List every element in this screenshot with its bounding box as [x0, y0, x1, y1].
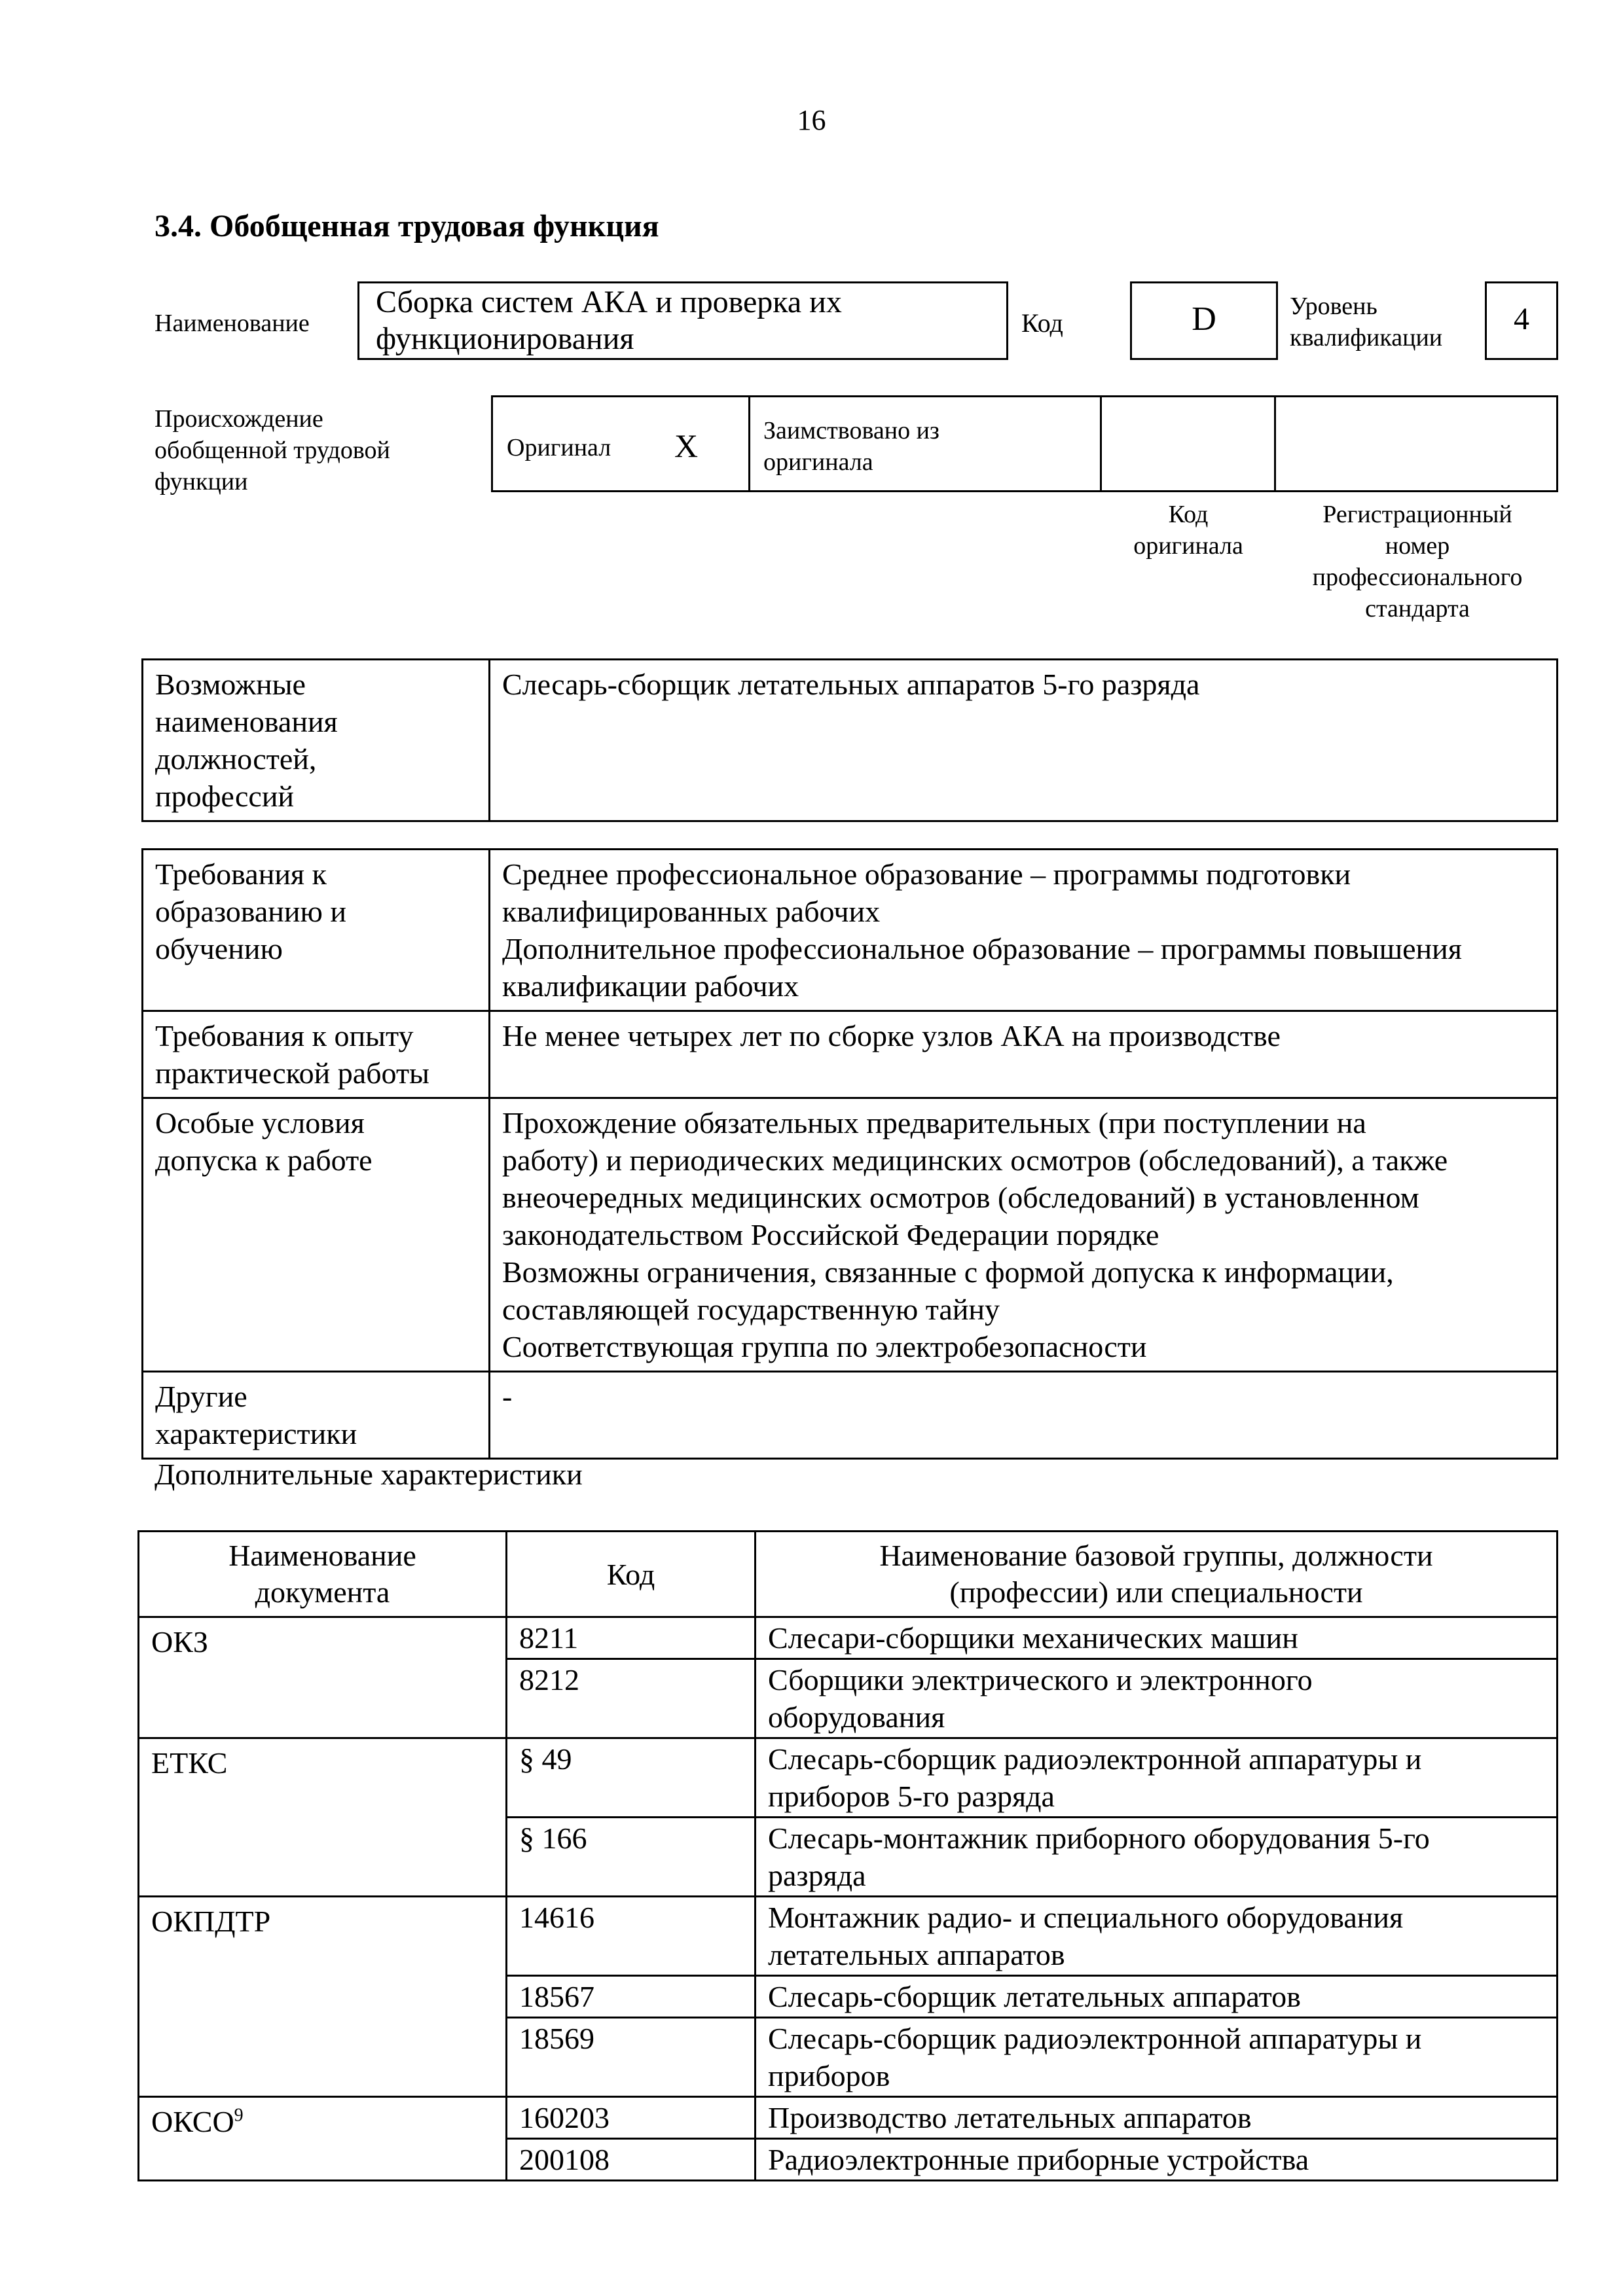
base-group-cell: Слесарь-сборщик радиоэлектронной аппаратуры и приборов 5-го разряда [756, 1738, 1558, 1818]
header-doc: Наименование документа [139, 1532, 507, 1617]
page-number: 16 [797, 104, 826, 136]
level-value: 4 [1514, 302, 1529, 336]
footnote-mark: 9 [234, 2105, 244, 2126]
requirements-table [141, 848, 1558, 1460]
additional-title: Дополнительные характеристики [155, 1458, 583, 1491]
table-row [143, 1098, 1558, 1372]
requirement-label: Требования к опыту практической работы [143, 1011, 490, 1098]
base-group-cell: Слесарь-сборщик летательных аппаратов [756, 1976, 1558, 2018]
origin-box [491, 395, 1558, 492]
code-cell: § 49 [507, 1738, 756, 1818]
base-group-cell: Сборщики электрического и электронного оборудования [756, 1659, 1558, 1738]
origin-label: Происхождение обобщенной трудовой функции [155, 405, 390, 495]
table-row [139, 2097, 1558, 2139]
base-group-cell: Монтажник радио- и специального оборудования летательных аппаратов [756, 1897, 1558, 1976]
doc-name-cell: ОКЗ [139, 1617, 507, 1738]
code-cell: 8212 [507, 1659, 756, 1738]
origin-divider [1274, 395, 1276, 492]
base-group-cell: Слесари-сборщики механических машин [756, 1617, 1558, 1659]
table-row [143, 660, 1558, 821]
level-label: Уровень квалификации [1290, 293, 1443, 351]
table-row [139, 1897, 1558, 1976]
name-label: Наименование [155, 310, 310, 337]
original-label: Оригинал [507, 434, 611, 461]
header-name: Наименование базовой группы, должности (профессии) или специальности [756, 1532, 1558, 1617]
doc-name-cell: ОКПДТР [139, 1897, 507, 2097]
code-cell: 8211 [507, 1617, 756, 1659]
code-cell: 200108 [507, 2139, 756, 2181]
base-group-cell: Слесарь-сборщик радиоэлектронной аппаратуры и приборов [756, 2018, 1558, 2097]
table-row [143, 1372, 1558, 1459]
doc-name-cell: ЕТКС [139, 1738, 507, 1897]
code-cell: § 166 [507, 1818, 756, 1897]
requirement-value: Не менее четырех лет по сборке узлов АКА на производстве [490, 1011, 1558, 1098]
positions-label: Возможные наименования должностей, профессий [143, 660, 490, 821]
code-label: Код [1021, 308, 1063, 338]
original-code-caption: Код оригинала [1133, 501, 1243, 560]
section-title: 3.4. Обобщенная трудовая функция [155, 209, 659, 243]
origin-divider [1100, 395, 1102, 492]
name-value: Сборка систем АКА и проверка их функционирования [376, 285, 842, 356]
code-value: D [1192, 300, 1216, 338]
original-mark: X [674, 427, 699, 464]
base-group-cell: Радиоэлектронные приборные устройства [756, 2139, 1558, 2181]
requirement-value: - [490, 1372, 1558, 1459]
requirement-label: Другие характеристики [143, 1372, 490, 1459]
base-group-cell: Производство летательных аппаратов [756, 2097, 1558, 2139]
table-row [139, 1738, 1558, 1818]
origin-divider [748, 395, 750, 492]
table-row [143, 850, 1558, 1011]
header-code: Код [507, 1532, 756, 1617]
borrowed-label: Заимствовано из оригинала [763, 417, 939, 476]
requirement-value: Прохождение обязательных предварительных (при поступлении на работу) и периодических медицинских осмотров (обследований), а также внеочередных медицинских осмотров (обследований) в установленном законодательством Российской Федерации порядке Возможны ограничения, связанные с формой допуска к информации, составляющей государственную тайну Соответствующая группа по электробезопасности [490, 1098, 1558, 1372]
additional-table [137, 1530, 1558, 2181]
requirement-label: Особые условия допуска к работе [143, 1098, 490, 1372]
code-cell: 160203 [507, 2097, 756, 2139]
table-row [143, 1011, 1558, 1098]
code-cell: 18567 [507, 1976, 756, 2018]
table-header-row [139, 1532, 1558, 1617]
doc-name-cell: ОКСО$^9$ [139, 2097, 507, 2181]
requirement-label: Требования к образованию и обучению [143, 850, 490, 1011]
code-cell: 14616 [507, 1897, 756, 1976]
base-group-cell: Слесарь-монтажник приборного оборудования 5-го разряда [756, 1818, 1558, 1897]
table-row [139, 1617, 1558, 1659]
requirement-value: Среднее профессиональное образование – программы подготовки квалифицированных рабочих Дополнительное профессиональное образование – программы повышения квалификации рабочих [490, 850, 1558, 1011]
code-cell: 18569 [507, 2018, 756, 2097]
reg-number-caption: Регистрационный номер профессионального стандарта [1312, 501, 1523, 622]
positions-value: Слесарь-сборщик летательных аппаратов 5-го разряда [490, 660, 1558, 821]
positions-table [141, 658, 1558, 822]
